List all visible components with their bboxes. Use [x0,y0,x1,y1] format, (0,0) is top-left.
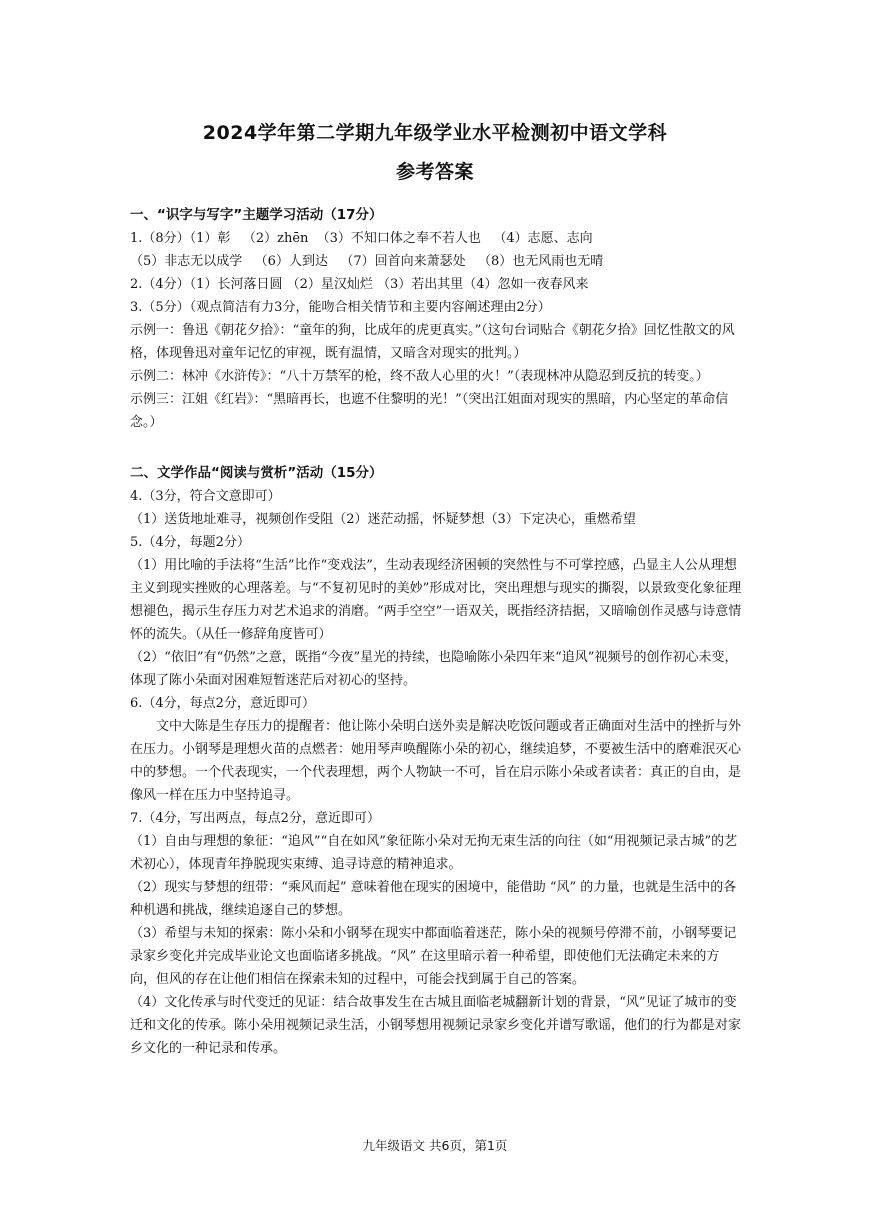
answer-line: （1）用比喻的手法将“生活”比作“变戏法”，生动表现经济困顿的突然性与不可掌控感，凸显主人公从理想主义到现实挫败的心理落差。与“不复初见时的美妙”形成对比，突出理想与现实的撕裂，以景致变化象征理想褪色，揭示生存压力对艺术追求的消磨。“两手空空”一语双关，既指经济拮据，又暗喻创作灵感与诗意情怀的流失。（从任一修辞角度皆可） [130,558,742,642]
answer-line: （2）“依旧”有“仍然”之意，既指“今夜”星光的持续，也隐喻陈小朵四年来“追风”视频号的创作初心未变，体现了陈小朵面对困难短暂迷茫后对初心的坚持。 [130,650,738,688]
page-footer: 九年级语文 共6页，第1页 [362,1138,508,1153]
answer-body [130,204,742,1060]
answer-line: 示例三：江姐《红岩》：“黑暗再长，也遮不住黎明的光！”（突出江姐面对现实的黑暗，内心坚定的革命信念。） [130,392,729,430]
answer-line: 7.（4分，写出两点，每点2分，意近即可） [130,811,380,826]
answer-line: （1）送货地址难寻，视频创作受阻（2）迷茫动摇，怀疑梦想（3）下定决心，重燃希望 [130,512,636,527]
answer-line: 6.（4分，每点2分，意近即可） [130,696,315,711]
answer-line: （3）希望与未知的探索：陈小朵和小钢琴在现实中都面临着迷茫，陈小朵的视频号停滞不前，小钢琴要记录家乡变化并完成毕业论文也面临诸多挑战。“风” 在这里暗示着一种希望，即使他们无法确定未来的方向，但风的存在让他们相信在探索未知的过程中，可能会找到属于自己的答案。 [130,926,737,987]
answer-line: 2.（4分）（1）长河落日圆 （2）星汉灿烂 （3）若出其里（4）忽如一夜春风来 [130,277,589,292]
answer-line: （4）文化传承与时代变迁的见证：结合故事发生在古城且面临老城翻新计划的背景，“风”见证了城市的变迁和文化的传承。陈小朵用视频记录生活，小钢琴想用视频记录家乡变化并谱写歌谣，他们的行为都是对家乡文化的一种记录和传承。 [130,995,742,1056]
section-heading: 一、“识字与写字”主题学习活动（17分） [130,207,383,223]
answer-line: 3.（5分）（观点简洁有力3分，能吻合相关情节和主要内容阐述理由2分） [130,300,551,315]
document-title: 2024学年第二学期九年级学业水平检测初中语文学科 [202,122,668,144]
section-heading: 二、文学作品“阅读与赏析”活动（15分） [130,465,383,481]
section-gap [130,434,742,462]
answer-paragraph: 文中大陈是生存压力的提醒者：他让陈小朵明白送外卖是解决吃饭问题或者正确面对生活中的挫折与外在压力。小钢琴是理想火苗的点燃者：她用琴声唤醒陈小朵的初心，继续追梦，不要被生活中的磨难泯灭心中的梦想。一个代表现实，一个代表理想，两个人物缺一不可，旨在启示陈小朵或者读者：真正的自由，是像风一样在压力中坚持追寻。 [130,719,742,803]
answer-line: 1.（8分）（1）彰 （2）zhēn （3）不知口体之奉不若人也 （4）志愿、志向 [130,231,593,246]
answer-line: 示例二：林冲《水浒传》：“八十万禁军的枪，终不敌人心里的火！”（表现林冲从隐忍到反抗的转变。） [130,369,709,384]
answer-line: （5）非志无以成学 （6）人到达 （7）回首向来萧瑟处 （8）也无风雨也无晴 [130,254,604,269]
answer-line: （1）自由与理想的象征：“追风”“自在如风”象征陈小朵对无拘无束生活的向往（如“用视频记录古城”的艺术初心），体现青年挣脱现实束缚、追寻诗意的精神追求。 [130,834,738,872]
answer-line: 示例一：鲁迅《朝花夕拾》：“童年的狗，比成年的虎更真实。”（这句台词贴合《朝花夕拾》回忆性散文的风格，体现鲁迅对童年记忆的审视，既有温情，又暗含对现实的批判。） [130,323,735,361]
answer-line: 5.（4分，每题2分） [130,535,250,550]
answer-line: 4.（3分，符合文意即可） [130,489,281,504]
answer-line: （2）现实与梦想的纽带：“乘风而起” 意味着他在现实的困境中，能借助 “风” 的力量，也就是生活中的各种机遇和挑战，继续追逐自己的梦想。 [130,880,737,918]
document-subtitle: 参考答案 [395,161,474,183]
